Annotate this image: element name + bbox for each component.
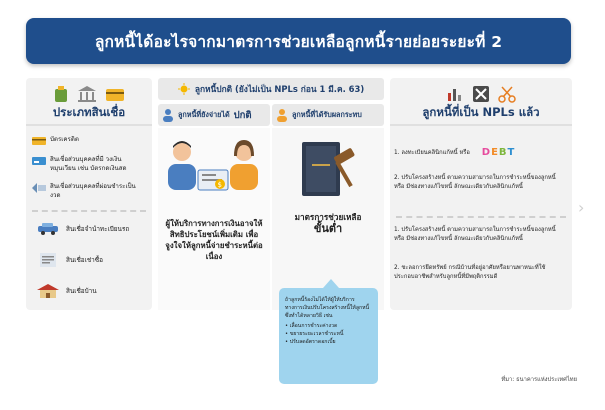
npl-icons: [390, 78, 572, 102]
law-book-gavel-icon: [292, 136, 362, 206]
divider: [32, 210, 146, 212]
npl-option-restructure: 2. ปรับโครงสร้างหนี้ ตามความสามารถในการชำระหนี้ของลูกหนี้ หรือ มีช่องทางแก้ไขหนี้ ลักษณะเดียวกับคลินิกแก้หนี้: [394, 175, 556, 190]
chevron-right-icon[interactable]: ›: [578, 198, 585, 217]
loan-type-label: บัตรเครดิต: [50, 136, 79, 143]
contract-icon: [36, 253, 60, 267]
minimum-assistance-line2: ขั้นต่ำ: [313, 222, 343, 235]
list-item: [36, 222, 146, 236]
able-to-pay-header: [158, 104, 270, 126]
npl-header: [390, 78, 572, 126]
list-item: [32, 136, 146, 146]
loan-type-label: สินเชื่อส่วนบุคคลที่ผ่อนชำระเป็นงวด: [50, 183, 136, 199]
list-item: • เลื่อนการชำระค่างวด: [285, 322, 372, 330]
car-icon: [36, 222, 60, 236]
npl-option-delay-seizure: 2. ชะลอการยึดทรัพย์ กรณีบ้านที่อยู่อาศัยหรือยานพาหนะที่ใช้ประกอบอาชีพสำหรับลูกหนี้ที่มีพฤติกรรมดี: [394, 265, 546, 280]
callout-list: [285, 322, 372, 346]
normal-debtor-header: [158, 78, 384, 100]
source-note: ที่มา: ธนาคารแห่งประเทศไทย: [501, 377, 577, 383]
debt-logo-letter: T: [507, 147, 516, 158]
minimum-assistance-title: [272, 212, 384, 234]
affected-person-icon: [276, 108, 288, 122]
list-item: [36, 284, 146, 298]
svg-text:$: $: [217, 181, 222, 189]
cash-card-icon: [32, 156, 46, 166]
list-item: [36, 253, 146, 267]
loan-types-icons: [26, 78, 152, 102]
loan-type-label: สินเชื่อจำนำทะเบียนรถ: [66, 225, 130, 233]
debt-logo-letter: D: [481, 147, 492, 158]
list-item: [32, 156, 146, 173]
credit-card-icon: [105, 85, 125, 103]
customers-service-icon: [162, 134, 266, 214]
restructure-callout: [279, 288, 378, 384]
person-icon: [162, 108, 174, 122]
loan-types-title: ประเภทสินเชื่อ: [52, 105, 126, 119]
list-item: • ขยายระยะเวลาชำระหนี้: [285, 330, 372, 338]
list-item: • ปรับลดอัตราดอกเบี้ย: [285, 338, 372, 346]
loan-types-panel: [26, 78, 152, 310]
able-to-pay-label: ลูกหนี้ที่ยังจ่ายได้: [178, 109, 230, 119]
page-title: ลูกหนี้ได้อะไรจากมาตรการช่วยเหลือลูกหนี้รายย่อยระยะที่ 2: [26, 18, 571, 64]
block-icon: [472, 85, 490, 103]
loan-type-label: สินเชื่อบ้าน: [66, 287, 97, 295]
loan-types-header: [26, 78, 152, 126]
sun-icon: [178, 83, 190, 95]
money-bag-icon: [53, 85, 69, 103]
installment-icon: [32, 183, 46, 193]
loan-type-label: สินเชื่อส่วนบุคคลที่มี วงเงินหมุนเวียน เช่น บัตรกดเงินสด: [50, 156, 127, 172]
credit-card-icon: [32, 136, 46, 146]
list-item: [32, 183, 146, 200]
normal-debtor-title: ลูกหนี้ปกติ (ยังไม่เป็น NPLs ก่อน 1 มี.ค. 63): [194, 84, 365, 94]
debt-clinic-logo: [482, 148, 516, 157]
npl-option-restructure-2: 1. ปรับโครงสร้างหนี้ ตามความสามารถในการชำระหนี้ของลูกหนี้ หรือ มีช่องทางแก้ไขหนี้ ลักษณะเดียวกับคลินิกแก้หนี้: [394, 227, 556, 242]
affected-header: [272, 104, 384, 126]
minimum-assistance-line1: มาตรการช่วยเหลือ: [294, 212, 362, 222]
loan-type-label: สินเชื่อเช่าซื้อ: [66, 256, 103, 264]
affected-label: ลูกหนี้ที่ได้รับผลกระทบ: [292, 109, 362, 119]
scissors-icon: [498, 85, 516, 103]
debt-logo-letter: E: [491, 147, 499, 158]
npl-option-clinic: [394, 148, 566, 158]
debt-logo-letter: B: [498, 147, 508, 158]
able-to-pay-description: ผู้ให้บริการทางการเงินอาจให้สิทธิประโยชน์เพิ่มเติม เพื่อจูงใจให้ลูกหนี้จ่ายชำระหนี้ต่อเนื่อง: [165, 219, 263, 261]
callout-text: ถ้าลูกหนี้ร้องไม่ได้ให้ผู้ให้บริการทางการเงินปรับโครงสร้างหนี้ให้ลูกหนี้ ซึ่งทำได้หลายวิธี เช่น: [285, 297, 370, 319]
bank-icon: [77, 85, 97, 103]
able-to-pay-panel: [158, 128, 270, 310]
divider: [396, 216, 566, 218]
npl-option-clinic-text: 1. ลงทะเบียนคลินิกแก้หนี้ หรือ: [394, 150, 470, 156]
chart-icon: [446, 85, 464, 103]
npl-debtors-panel: [390, 78, 572, 310]
able-to-pay-emphasis: ปกติ: [233, 109, 252, 121]
house-icon: [36, 284, 60, 298]
npl-title: ลูกหนี้ที่เป็น NPLs แล้ว: [422, 105, 540, 119]
